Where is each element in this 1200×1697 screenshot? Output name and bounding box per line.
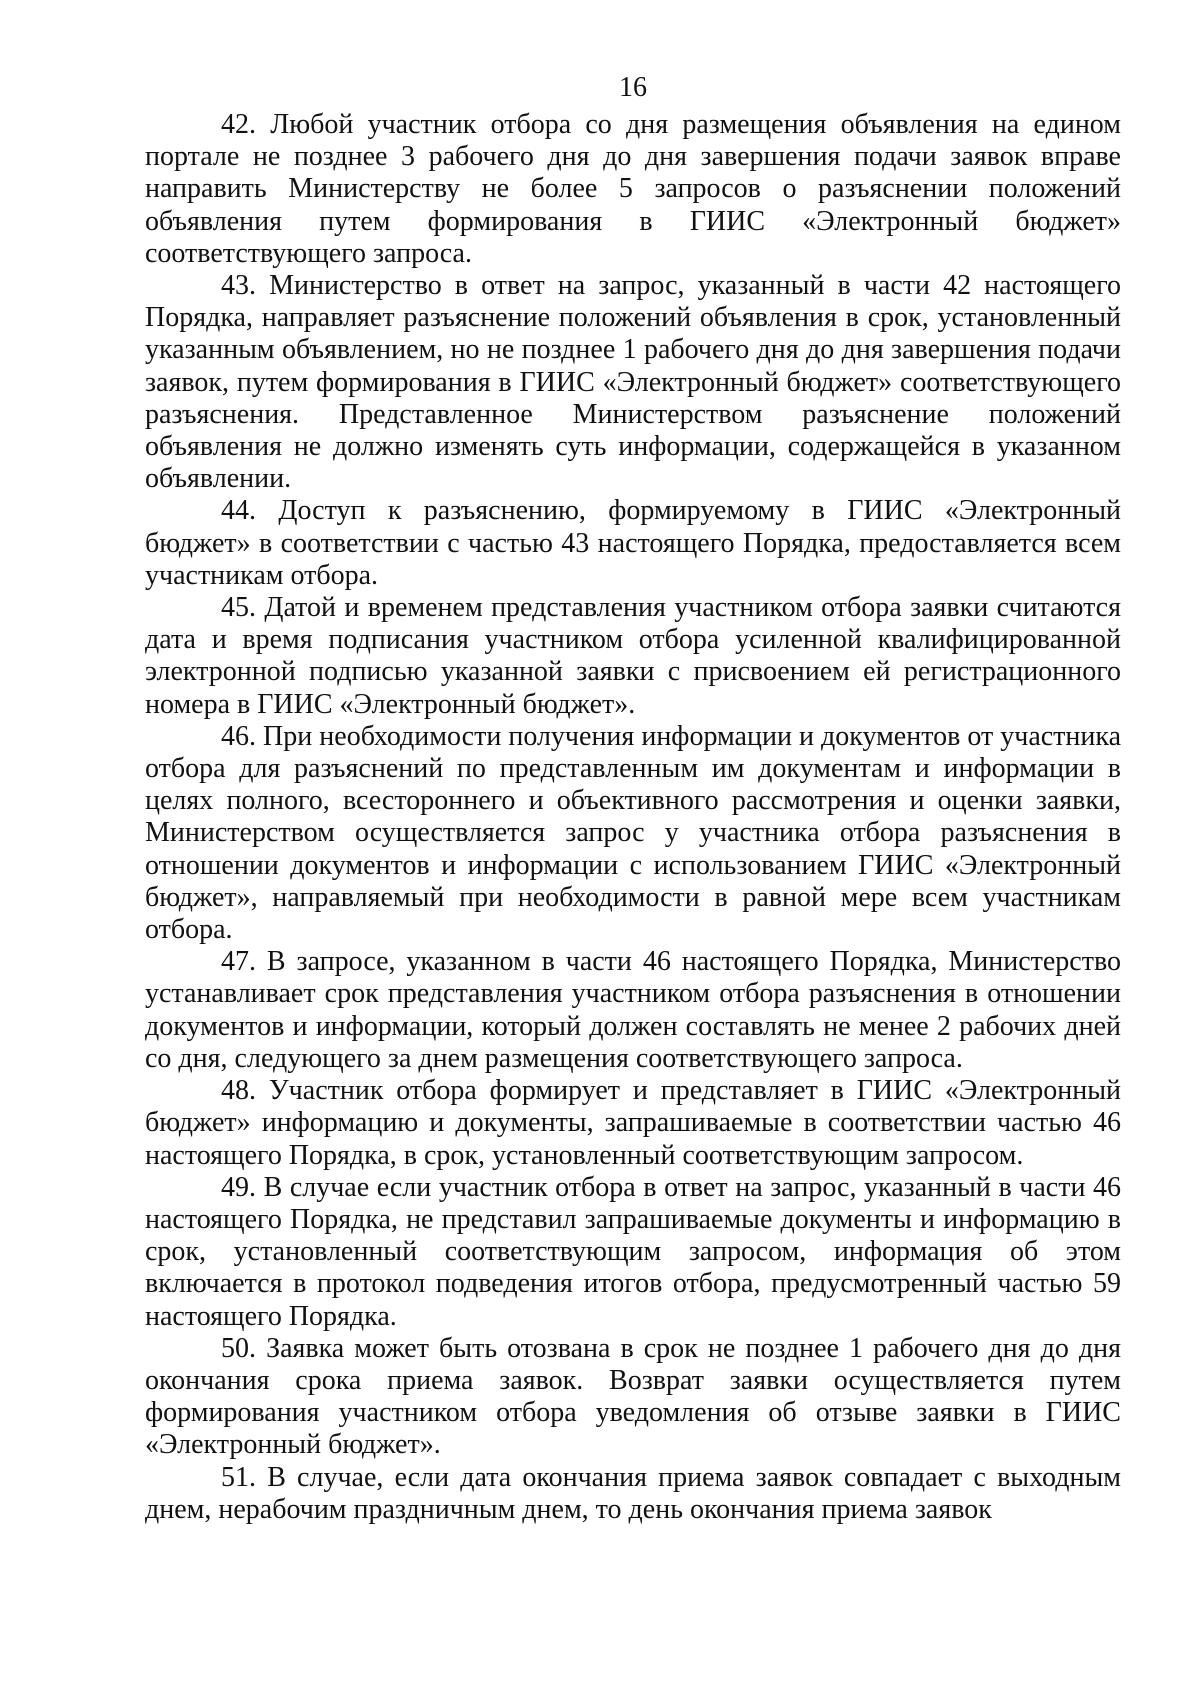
paragraph-47: 47. В запросе, указанном в части 46 настоящего Порядка, Министерство устанавливает срок представления участником отбора разъяснения в отношении документов и информации, который должен составлять не менее 2 рабочих дней со дня, следующего за днем размещения соответствующего запроса. [145, 946, 1121, 1074]
paragraph-49: 49. В случае если участник отбора в ответ на запрос, указанный в части 46 настоящего Порядка, не представил запрашиваемые документы и информацию в срок, установленный соответствующим запросом, информация об этом включается в протокол подведения итогов отбора, предусмотренный частью 59 настоящего Порядка. [145, 1171, 1121, 1332]
paragraph-44: 44. Доступ к разъяснению, формируемому в ГИИС «Электронный бюджет» в соответствии с частью 43 настоящего Порядка, предоставляется всем участникам отбора. [145, 495, 1121, 591]
paragraph-46: 46. При необходимости получения информации и документов от участника отбора для разъяснений по представленным им документам и информации в целях полного, всестороннего и объективного рассмотрения и оценки заявки, Министерством осуществляется запрос у участника отбора разъяснения в отношении документов и информации с использованием ГИИС «Электронный бюджет», направляемый при необходимости в равной мере всем участникам отбора. [145, 720, 1121, 946]
paragraph-50: 50. Заявка может быть отозвана в срок не позднее 1 рабочего дня до дня окончания срока приема заявок. Возврат заявки осуществляется путем формирования участником отбора уведомления об отзыве заявки в ГИИС «Электронный бюджет». [145, 1332, 1121, 1461]
paragraph-42: 42. Любой участник отбора со дня размещения объявления на едином портале не позднее 3 рабочего дня до дня завершения подачи заявок вправе направить Министерству не более 5 запросов о разъяснении положений объявления путем формирования в ГИИС «Электронный бюджет» соответствующего запроса. [145, 109, 1121, 269]
paragraph-51: 51. В случае, если дата окончания приема заявок совпадает с выходным днем, нерабочим праздничным днем, то день окончания приема заявок [145, 1461, 1121, 1525]
paragraph-48: 48. Участник отбора формирует и представляет в ГИИС «Электронный бюджет» информацию и документы, запрашиваемые в соответствии частью 46 настоящего Порядка, в срок, установленный соответствующим запросом. [145, 1075, 1121, 1171]
paragraph-43: 43. Министерство в ответ на запрос, указанный в части 42 настоящего Порядка, направляет разъяснение положений объявления в срок, установленный указанным объявлением, но не позднее 1 рабочего дня до дня завершения подачи заявок, путем формирования в ГИИС «Электронный бюджет» соответствующего разъяснения. Представленное Министерством разъяснение положений объявления не должно изменять суть информации, содержащейся в указанном объявлении. [145, 270, 1121, 495]
paragraph-45: 45. Датой и временем представления участником отбора заявки считаются дата и время подписания участником отбора усиленной квалифицированной электронной подписью указанной заявки с присвоением ей регистрационного номера в ГИИС «Электронный бюджет». [145, 592, 1121, 720]
page-number: 16 [619, 72, 647, 103]
document-page [145, 70, 1121, 1526]
